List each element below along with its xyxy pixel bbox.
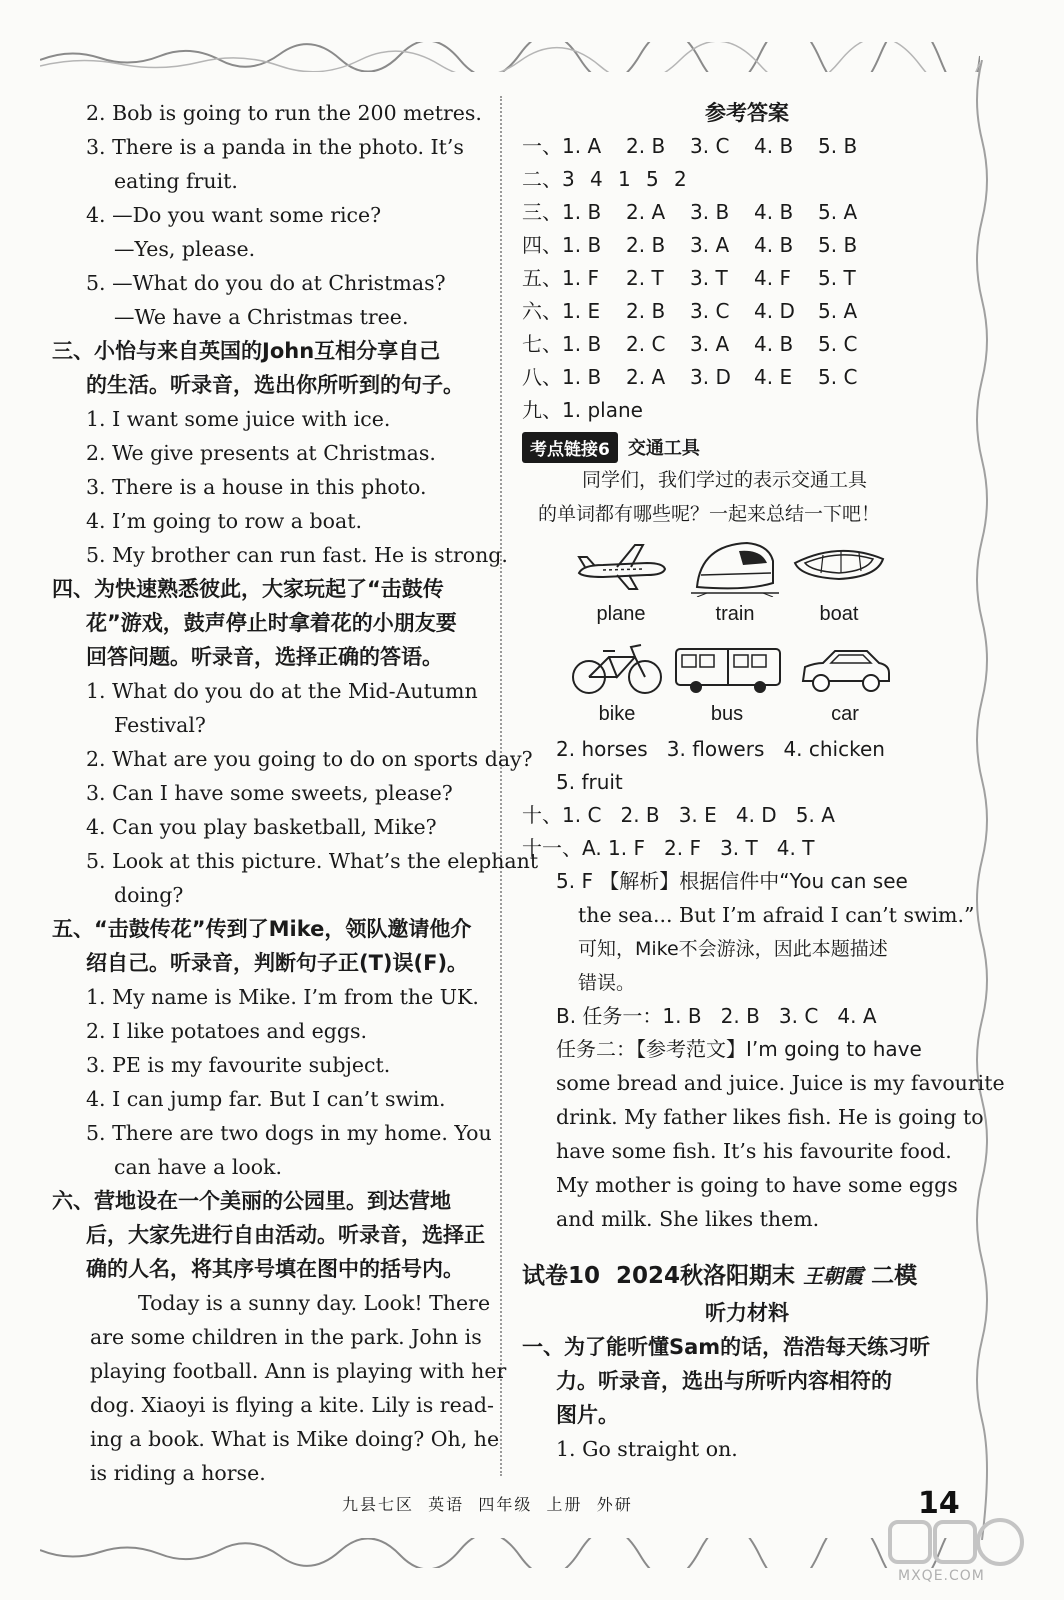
bus-icon — [672, 641, 784, 697]
list-item: 1. What do you do at the Mid-Autumn — [86, 679, 478, 703]
transport-label: bike — [598, 703, 636, 725]
section-6-title: 六、营地设在一个美丽的公园里。到达营地 — [52, 1189, 451, 1213]
section-5-title-cont: 绍自己。听录音，判断句子正(T)误(F)。 — [86, 951, 469, 975]
answer-row-number: 六、 — [522, 299, 562, 323]
answer-cell: 5 — [646, 167, 659, 191]
answer-row-number: 三、 — [522, 200, 562, 224]
list-item: 2. I like potatoes and eggs. — [86, 1019, 368, 1043]
answer-cell: 3. B — [690, 200, 730, 224]
answer-cell: 1. B — [562, 332, 602, 356]
list-item: Festival? — [114, 713, 206, 737]
answer-row — [522, 262, 972, 295]
paragraph-line: is riding a horse. — [90, 1461, 266, 1485]
t10-section-1-title-cont: 图片。 — [556, 1403, 619, 1427]
answer-cell: 4. F — [754, 266, 791, 290]
transport-label: bus — [710, 703, 744, 725]
text-line: 3. There is a panda in the photo. It’s — [86, 135, 464, 159]
answer-cell: 3. A — [690, 233, 730, 257]
answer-cell: 4. B — [754, 332, 794, 356]
list-item: 2. We give presents at Christmas. — [86, 441, 436, 465]
transport-plane — [566, 537, 676, 626]
topic-link-title: 交通工具 — [627, 438, 700, 459]
sample-essay-line: My mother is going to have some eggs — [556, 1173, 958, 1197]
answer-cell: 1. B — [562, 365, 602, 389]
sample-essay-line: some bread and juice. Juice is my favourite — [556, 1071, 1005, 1095]
answers-title: 参考答案 — [705, 101, 789, 125]
list-item: 4. Can you play basketball, Mike? — [86, 815, 437, 839]
paragraph-line: Today is a sunny day. Look! There — [138, 1291, 491, 1315]
answer-row-11b: B. 任务一：1. B 2. B 3. C 4. A — [556, 1004, 877, 1028]
answer-cell: 3. T — [690, 266, 728, 290]
answer-row-11a: 十一、A. 1. F 2. F 3. T 4. T — [522, 836, 815, 860]
list-item: 2. What are you going to do on sports day? — [86, 747, 533, 771]
right-wave-border — [968, 60, 998, 1540]
right-column — [522, 96, 1005, 1466]
answer-explanation: the sea... But I’m afraid I can’t swim.” — [578, 903, 975, 927]
list-item: 4. I can jump far. But I can’t swim. — [86, 1087, 446, 1111]
list-item: 5. My brother can run fast. He is strong. — [86, 543, 508, 567]
transport-boat — [784, 537, 894, 626]
answer-row-number: 七、 — [522, 332, 562, 356]
list-item: 3. PE is my favourite subject. — [86, 1053, 391, 1077]
answer-cell: 2. B — [626, 299, 666, 323]
list-item: 3. There is a house in this photo. — [86, 475, 427, 499]
answer-cell: 1 — [618, 167, 631, 191]
answer-cell: 3. D — [690, 365, 731, 389]
answer-cell: 2. A — [626, 200, 666, 224]
test-10-title-text: 试卷10 2024秋洛阳期末 — [522, 1263, 796, 1289]
answer-cell: 4. D — [754, 299, 795, 323]
answer-row — [522, 361, 972, 394]
answer-explanation: 可知，Mike不会游泳，因此本题描述 — [578, 938, 888, 960]
answer-cell: 2. C — [626, 332, 666, 356]
brand-logo: 王朝霞 — [803, 1264, 864, 1288]
answer-row — [522, 163, 972, 196]
answer-cell: 5. A — [818, 299, 858, 323]
text-line: eating fruit. — [114, 169, 238, 193]
answer-row-9: 九、1. plane — [522, 398, 643, 422]
answer-cell: 4. E — [754, 365, 793, 389]
plane-icon — [573, 537, 669, 597]
list-item: 1. I want some juice with ice. — [86, 407, 391, 431]
boat-icon — [791, 537, 887, 597]
t10-section-1-title: 一、为了能听懂Sam的话，浩浩每天练习听 — [522, 1335, 931, 1359]
answer-cell: 3. C — [690, 134, 730, 158]
test-10-suffix: 二模 — [871, 1263, 918, 1289]
answer-row-number: 八、 — [522, 365, 562, 389]
transport-train — [680, 537, 790, 626]
answer-cell: 4. B — [754, 200, 794, 224]
section-6-title-cont: 确的人名，将其序号填在图中的括号内。 — [86, 1257, 464, 1281]
transport-label: boat — [819, 603, 859, 625]
listening-title: 听力材料 — [705, 1301, 789, 1325]
answer-cell: 3 — [562, 167, 575, 191]
answer-cell: 2 — [674, 167, 687, 191]
answer-row — [522, 328, 972, 361]
column-divider — [500, 96, 502, 1476]
text-line: 5. —What do you do at Christmas? — [86, 271, 446, 295]
answer-cell: 5. C — [818, 332, 858, 356]
t10-section-1-title-cont: 力。听录音，选出与所听内容相符的 — [556, 1369, 892, 1393]
answer-cell: 2. T — [626, 266, 664, 290]
transport-car — [790, 641, 900, 726]
paragraph-line: dog. Xiaoyi is flying a kite. Lily is read- — [90, 1393, 494, 1417]
bike-icon — [569, 641, 665, 697]
section-3-title: 三、小怡与来自英国的John互相分享自己 — [52, 339, 441, 363]
list-item: can have a look. — [114, 1155, 282, 1179]
sample-essay-line: and milk. She likes them. — [556, 1207, 820, 1231]
list-item: 5. Look at this picture. What’s the elephant — [86, 849, 539, 873]
answer-cell: 2. B — [626, 134, 666, 158]
page-number: 14 — [918, 1486, 960, 1521]
transport-label: train — [715, 603, 755, 625]
answer-cell: 4 — [590, 167, 603, 191]
answers-block — [522, 130, 972, 394]
answer-explanation: 5. F 【解析】根据信件中“You can see — [556, 869, 908, 893]
sample-essay-line: drink. My father likes fish. He is going to — [556, 1105, 984, 1129]
answer-cell: 3. C — [690, 299, 730, 323]
list-item: 1. Go straight on. — [556, 1437, 738, 1461]
answer-explanation: 错误。 — [578, 972, 636, 994]
answer-cell: 3. A — [690, 332, 730, 356]
topic-intro: 同学们，我们学过的表示交通工具 — [582, 469, 868, 491]
footer-text: 九县七区 英语 四年级 上册 外研 — [342, 1495, 633, 1514]
answer-cell: 2. B — [626, 233, 666, 257]
answer-row-number: 一、 — [522, 134, 562, 158]
answer-cell: 5. B — [818, 233, 858, 257]
list-item: doing? — [114, 883, 184, 907]
topic-link-badge: 考点链接6 — [522, 432, 618, 463]
section-4-title: 四、为快速熟悉彼此，大家玩起了“击鼓传 — [52, 577, 444, 601]
answer-cell: 1. B — [562, 233, 602, 257]
list-item: 3. Can I have some sweets, please? — [86, 781, 453, 805]
text-line: 4. —Do you want some rice? — [86, 203, 382, 227]
topic-intro-cont: 的单词都有哪些呢？一起来总结一下吧！ — [538, 503, 881, 525]
answer-cell: 5. A — [818, 200, 858, 224]
top-wave-border — [40, 42, 980, 72]
answer-cell: 4. B — [754, 233, 794, 257]
test-10-title — [522, 1256, 972, 1296]
answer-cell: 5. B — [818, 134, 858, 158]
answer-cell: 1. F — [562, 266, 599, 290]
sample-essay-line: have some fish. It’s his favourite food. — [556, 1139, 952, 1163]
topic-link-header — [522, 431, 972, 463]
text-line: 2. Bob is going to run the 200 metres. — [86, 101, 482, 125]
answer-row — [522, 295, 972, 328]
text-line: —We have a Christmas tree. — [114, 305, 409, 329]
section-6-title-cont: 后，大家先进行自由活动。听录音，选择正 — [86, 1223, 485, 1247]
answer-cell: 2. A — [626, 365, 666, 389]
paragraph-line: are some children in the park. John is — [90, 1325, 482, 1349]
transport-label: car — [831, 703, 859, 725]
sample-essay-header: 任务二：【参考范文】I’m going to have — [556, 1037, 922, 1061]
answer-row-number: 四、 — [522, 233, 562, 257]
answer-row — [522, 196, 972, 229]
answer-cell: 5. T — [818, 266, 856, 290]
transport-label: plane — [596, 603, 646, 625]
watermark-text: MXQE.COM — [898, 1568, 985, 1584]
answer-row — [522, 130, 972, 163]
left-column — [52, 96, 539, 1490]
list-item: 4. I’m going to row a boat. — [86, 509, 362, 533]
transport-bus — [672, 641, 782, 726]
answer-row-9-cont: 2. horses 3. flowers 4. chicken — [556, 737, 885, 761]
bottom-wave-border — [40, 1538, 980, 1568]
answer-cell: 1. E — [562, 299, 601, 323]
answer-row — [522, 229, 972, 262]
answer-row-9-cont: 5. fruit — [556, 770, 623, 794]
section-5-title: 五、“击鼓传花”传到了Mike，领队邀请他介 — [52, 917, 472, 941]
answer-row-10: 十、1. C 2. B 3. E 4. D 5. A — [522, 803, 835, 827]
answer-cell: 1. B — [562, 200, 602, 224]
transport-illustrations — [522, 537, 972, 733]
section-4-title-cont: 花”游戏，鼓声停止时拿着花的小朋友要 — [86, 611, 457, 635]
paragraph-line: playing football. Ann is playing with her — [90, 1359, 507, 1383]
text-line: —Yes, please. — [114, 237, 256, 261]
list-item: 1. My name is Mike. I’m from the UK. — [86, 985, 479, 1009]
paragraph-line: ing a book. What is Mike doing? Oh, he — [90, 1427, 500, 1451]
list-item: 5. There are two dogs in my home. You — [86, 1121, 492, 1145]
section-3-title-cont: 的生活。听录音，选出你所听到的句子。 — [86, 373, 464, 397]
car-icon — [797, 641, 893, 697]
answer-cell: 4. B — [754, 134, 794, 158]
answer-cell: 1. A — [562, 134, 602, 158]
answer-row-number: 五、 — [522, 266, 562, 290]
answer-cell: 5. C — [818, 365, 858, 389]
transport-bike — [562, 641, 672, 726]
train-icon — [687, 537, 783, 597]
answer-row-number: 二、 — [522, 167, 562, 191]
section-4-title-cont: 回答问题。听录音，选择正确的答语。 — [86, 645, 443, 669]
